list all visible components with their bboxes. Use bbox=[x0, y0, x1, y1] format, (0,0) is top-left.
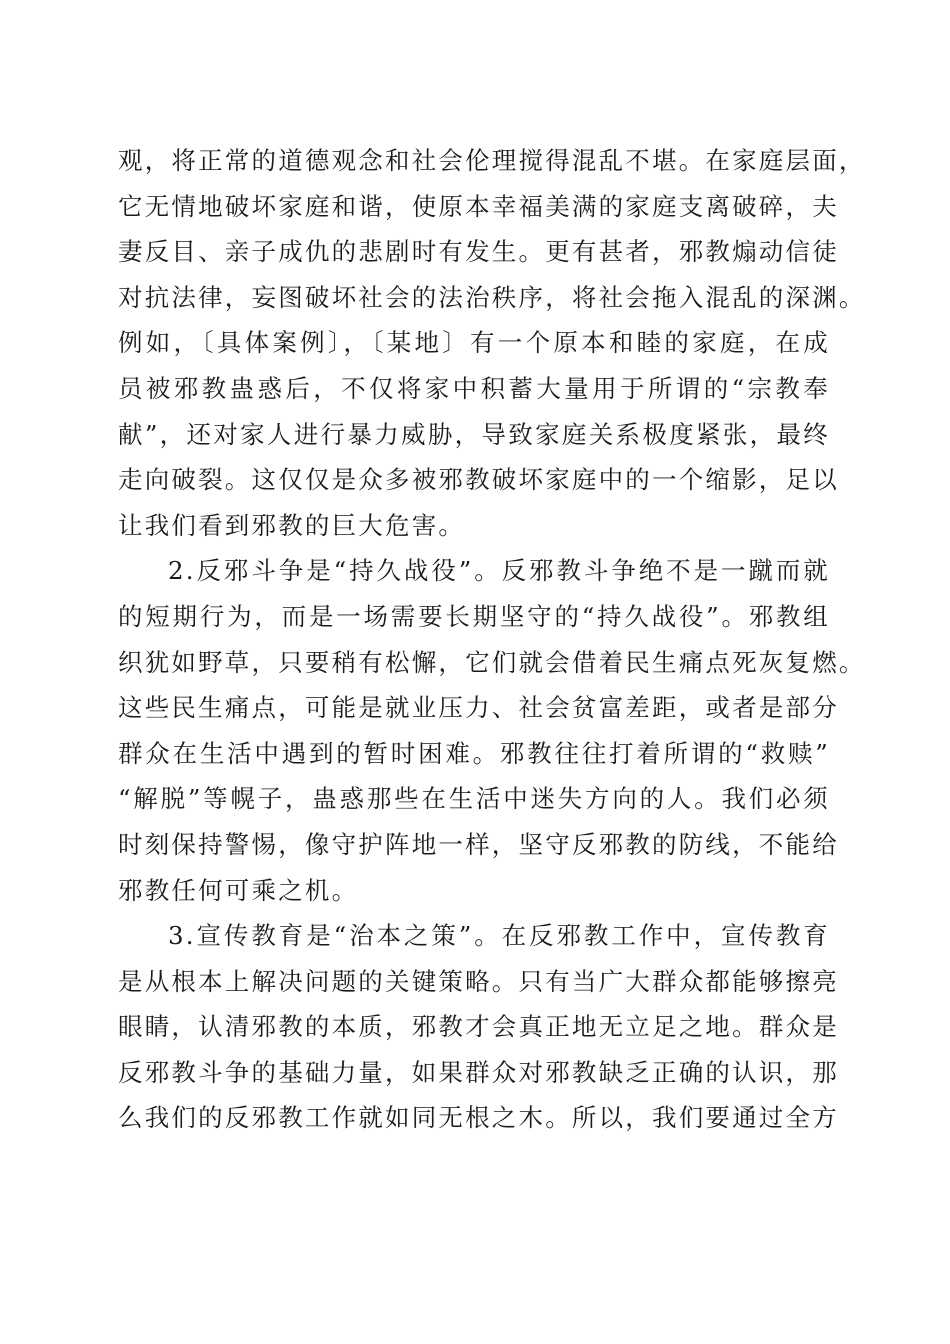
text-line: 反邪教斗争的基础力量，如果群众对邪教缺乏正确的认识，那 bbox=[118, 1057, 839, 1087]
text-line: 的短期行为，而是一场需要长期坚守的“持久战役”。邪教组 bbox=[118, 601, 830, 631]
text-line: 对抗法律，妄图破坏社会的法治秩序，将社会拖入混乱的深渊。 bbox=[118, 282, 866, 312]
body-text bbox=[118, 138, 866, 1141]
text-line: 是从根本上解决问题的关键策略。只有当广大群众都能够擦亮 bbox=[118, 966, 839, 996]
text-line: 群众在生活中遇到的暂时困难。邪教往往打着所谓的“救赎” bbox=[118, 738, 830, 768]
text-line: 邪教任何可乘之机。 bbox=[118, 875, 359, 905]
text-line: 时刻保持警惕，像守护阵地一样，坚守反邪教的防线，不能给 bbox=[118, 829, 839, 859]
text-line: 它无情地破坏家庭和谐，使原本幸福美满的家庭支离破碎，夫 bbox=[118, 191, 839, 221]
text-line: 眼睛，认清邪教的本质，邪教才会真正地无立足之地。群众是 bbox=[118, 1012, 839, 1042]
text-line: 妻反目、亲子成仇的悲剧时有发生。更有甚者，邪教煽动信徒 bbox=[118, 237, 839, 267]
text-line: “解脱”等幌子，蛊惑那些在生活中迷失方向的人。我们必须 bbox=[118, 784, 830, 814]
text-line: 么我们的反邪教工作就如同无根之木。所以，我们要通过全方 bbox=[118, 1103, 839, 1133]
paragraph-3-start: 3.宣传教育是“治本之策”。在反邪教工作中，宣传教育 bbox=[168, 921, 830, 951]
text-line: 让我们看到邪教的巨大危害。 bbox=[118, 510, 466, 540]
text-line: 走向破裂。这仅仅是众多被邪教破坏家庭中的一个缩影，足以 bbox=[118, 465, 839, 495]
text-line: 献”，还对家人进行暴力威胁，导致家庭关系极度紧张，最终 bbox=[118, 419, 830, 449]
text-line: 织犹如野草，只要稍有松懈，它们就会借着民生痛点死灰复燃。 bbox=[118, 647, 866, 677]
text-line: 这些民生痛点，可能是就业压力、社会贫富差距，或者是部分 bbox=[118, 693, 839, 723]
text-line: 员被邪教蛊惑后，不仅将家中积蓄大量用于所谓的“宗教奉 bbox=[118, 373, 830, 403]
text-line: 观，将正常的道德观念和社会伦理搅得混乱不堪。在家庭层面， bbox=[118, 146, 866, 175]
text-line: 例如，〔具体案例〕，〔某地〕有一个原本和睦的家庭，在成 bbox=[118, 328, 830, 358]
paragraph-2-start: 2.反邪斗争是“持久战役”。反邪教斗争绝不是一蹴而就 bbox=[168, 556, 830, 586]
